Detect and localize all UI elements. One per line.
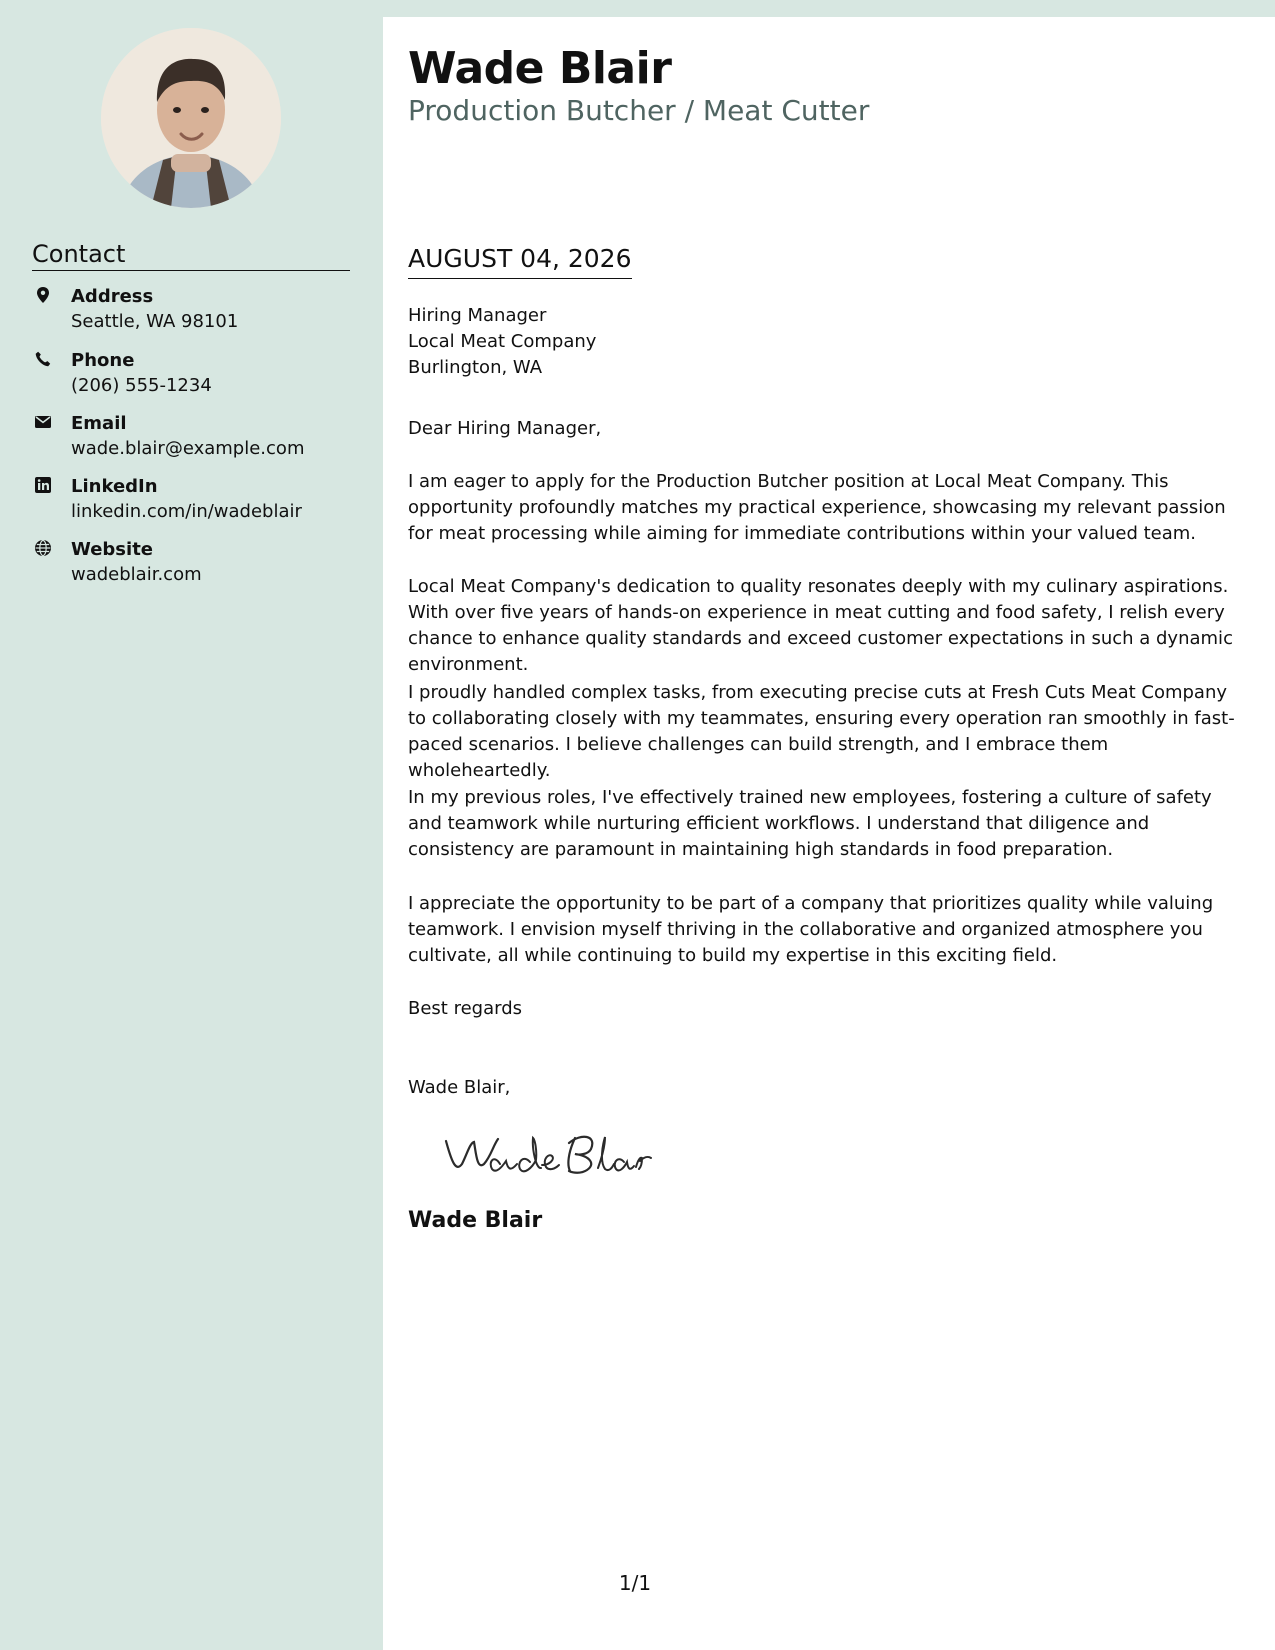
contact-website-label: Website	[71, 539, 154, 560]
letter-paragraph: I am eager to apply for the Production Butcher position at Local Meat Company. This opportunity profoundly matches my practical experience, showcasing my relevant passion for meat processing while aiming for immediate contributions within your valued team.	[408, 471, 1226, 544]
candidate-name: Wade Blair	[408, 43, 672, 94]
linkedin-icon	[34, 476, 52, 494]
letter-paragraph: In my previous roles, I've effectively trained new employees, fostering a culture of safety and teamwork while nurturing efficient workflows. I understand that diligence and consistency are paramount in maintaining high standards in food preparation.	[408, 787, 1212, 860]
page-number: 1/1	[618, 1571, 652, 1595]
contact-website	[32, 538, 372, 590]
letter-paragraph: I appreciate the opportunity to be part of a company that prioritizes quality while valuing teamwork. I envision myself thriving in the collaborative and organized atmosphere you cultivate, all while continuing to build my expertise in this exciting field.	[408, 893, 1214, 966]
sidebar	[0, 0, 383, 1650]
contact-email-value[interactable]: wade.blair@example.com	[71, 438, 305, 459]
portrait-photo	[101, 28, 281, 208]
contact-phone-value[interactable]: (206) 555-1234	[71, 375, 212, 396]
map-pin-icon	[34, 286, 52, 304]
salutation: Dear Hiring Manager,	[408, 418, 602, 439]
contact-email-label: Email	[71, 413, 127, 434]
contact-address	[32, 285, 372, 337]
recipient-line: Local Meat Company	[408, 331, 597, 352]
contact-heading: Contact	[32, 240, 350, 271]
globe-icon	[34, 539, 52, 557]
profile-photo	[101, 28, 281, 208]
contact-phone	[32, 349, 372, 401]
letter-date: AUGUST 04, 2026	[408, 243, 632, 279]
contact-phone-label: Phone	[71, 350, 135, 371]
closing: Best regards	[408, 998, 523, 1019]
letter-paragraph: Local Meat Company's dedication to quality resonates deeply with my culinary aspirations. With over five years of hands-on experience in meat cutting and food safety, I relish every chance to enhance quality standards and exceed customer expectations in such a dynamic environment.	[408, 576, 1233, 675]
recipient-block	[408, 303, 1248, 381]
contact-linkedin	[32, 475, 372, 527]
job-title: Production Butcher / Meat Cutter	[408, 94, 870, 127]
signed-name: Wade Blair	[408, 1208, 543, 1233]
contact-linkedin-value[interactable]: linkedin.com/in/wadeblair	[71, 501, 302, 522]
contact-address-value: Seattle, WA 98101	[71, 311, 239, 332]
phone-icon	[34, 350, 52, 368]
envelope-icon	[34, 413, 52, 431]
contact-linkedin-label: LinkedIn	[71, 476, 158, 497]
letter-main	[383, 17, 1275, 1650]
sign-off: Wade Blair,	[408, 1077, 511, 1098]
handwritten-signature	[438, 1125, 658, 1189]
contact-address-label: Address	[71, 286, 154, 307]
recipient-line: Burlington, WA	[408, 357, 543, 378]
letter-paragraph: I proudly handled complex tasks, from executing precise cuts at Fresh Cuts Meat Company to collaborating closely with my teammates, ensuring every operation ran smoothly in fast-paced scenarios. I believe challenges can build strength, and I embrace them wholeheartedly.	[408, 682, 1235, 781]
contact-website-value[interactable]: wadeblair.com	[71, 564, 202, 585]
recipient-line: Hiring Manager	[408, 305, 547, 326]
contact-email	[32, 412, 372, 464]
